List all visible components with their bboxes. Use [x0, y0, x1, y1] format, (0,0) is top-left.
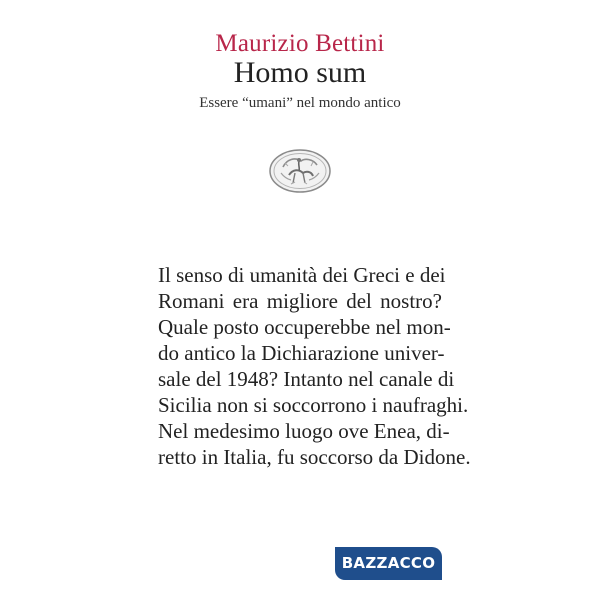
- blurb-line: Nel medesimo luogo ove Enea, di-: [158, 419, 450, 443]
- blurb-line: do antico la Dichiarazione univer-: [158, 341, 445, 365]
- blurb-line: sale del 1948? Intanto nel canale di: [158, 367, 455, 391]
- book-author: Maurizio Bettini: [215, 30, 385, 57]
- bazzacco-store-badge[interactable]: BAZZACCO: [335, 547, 442, 580]
- book-subtitle: Essere “umani” nel mondo antico: [199, 95, 401, 111]
- blurb-line: Romani era migliore del nostro?: [158, 289, 442, 313]
- book-blurb: [158, 262, 471, 470]
- blurb-line: retto in Italia, fu soccorso da Didone.: [158, 445, 471, 469]
- blurb-line: Sicilia non si soccorrono i naufraghi.: [158, 393, 469, 417]
- blurb-line: Quale posto occuperebbe nel mon-: [158, 315, 451, 339]
- publisher-emblem-icon: [269, 149, 331, 193]
- book-title: Homo sum: [233, 56, 367, 89]
- blurb-line: Il senso di umanità dei Greci e dei: [158, 263, 446, 287]
